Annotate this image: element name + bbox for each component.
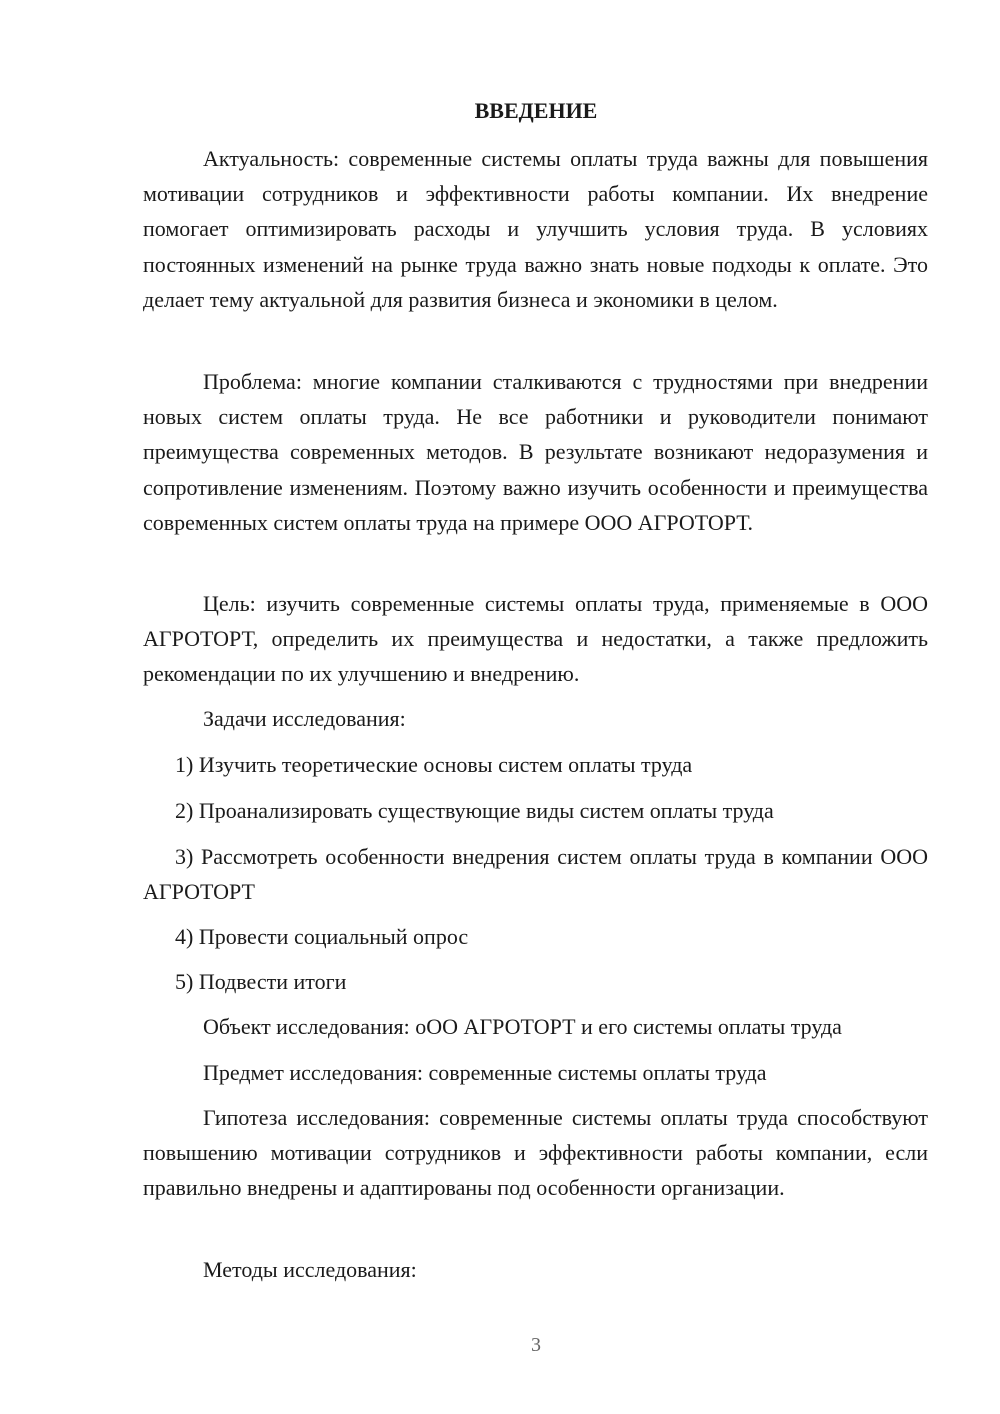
problem-paragraph: Проблема: многие компании сталкиваются с трудностями при внедрении новых систем оплаты труда. Не все работники и руководители понимают преимущества современных методов. В результате возникают недоразумения и сопротивление изменениям. Поэтому важно изучить особенности и преимущества современных систем оплаты труда на примере ООО АГРОТОРТ. bbox=[143, 369, 928, 535]
task-item-4: 4) Провести социальный опрос bbox=[175, 924, 469, 949]
task-item-5: 5) Подвести итоги bbox=[175, 969, 347, 994]
tasks-title: Задачи исследования: bbox=[203, 706, 406, 731]
task-item-1: 1) Изучить теоретические основы систем оплаты труда bbox=[175, 752, 693, 777]
hypothesis-paragraph: Гипотеза исследования: современные системы оплаты труда способствуют повышению мотивации сотрудников и эффективности работы компании, если правильно внедрены и адаптированы под особенности организации. bbox=[143, 1105, 928, 1201]
page-number: 3 bbox=[531, 1334, 541, 1356]
task-item-2: 2) Проанализировать существующие виды систем оплаты труда bbox=[175, 798, 774, 823]
research-object: Объект исследования: оОО АГРОТОРТ и его системы оплаты труда bbox=[203, 1014, 842, 1039]
relevance-paragraph: Актуальность: современные системы оплаты труда важны для повышения мотивации сотрудников и эффективности работы компании. Их внедрение помогает оптимизировать расходы и улучшить условия труда. В условиях постоянных изменений на рынке труда важно знать новые подходы к оплате. Это делает тему актуальной для развития бизнеса и экономики в целом. bbox=[143, 146, 928, 312]
task-item-3: 3) Рассмотреть особенности внедрения систем оплаты труда в компании ООО АГРОТОРТ bbox=[143, 844, 928, 905]
goal-paragraph: Цель: изучить современные системы оплаты труда, применяемые в ООО АГРОТОРТ, определить их преимущества и недостатки, а также предложить рекомендации по их улучшению и внедрению. bbox=[143, 591, 928, 687]
research-subject: Предмет исследования: современные системы оплаты труда bbox=[203, 1060, 767, 1085]
section-heading: ВВЕДЕНИЕ bbox=[474, 98, 598, 123]
methods-title: Методы исследования: bbox=[203, 1257, 417, 1282]
